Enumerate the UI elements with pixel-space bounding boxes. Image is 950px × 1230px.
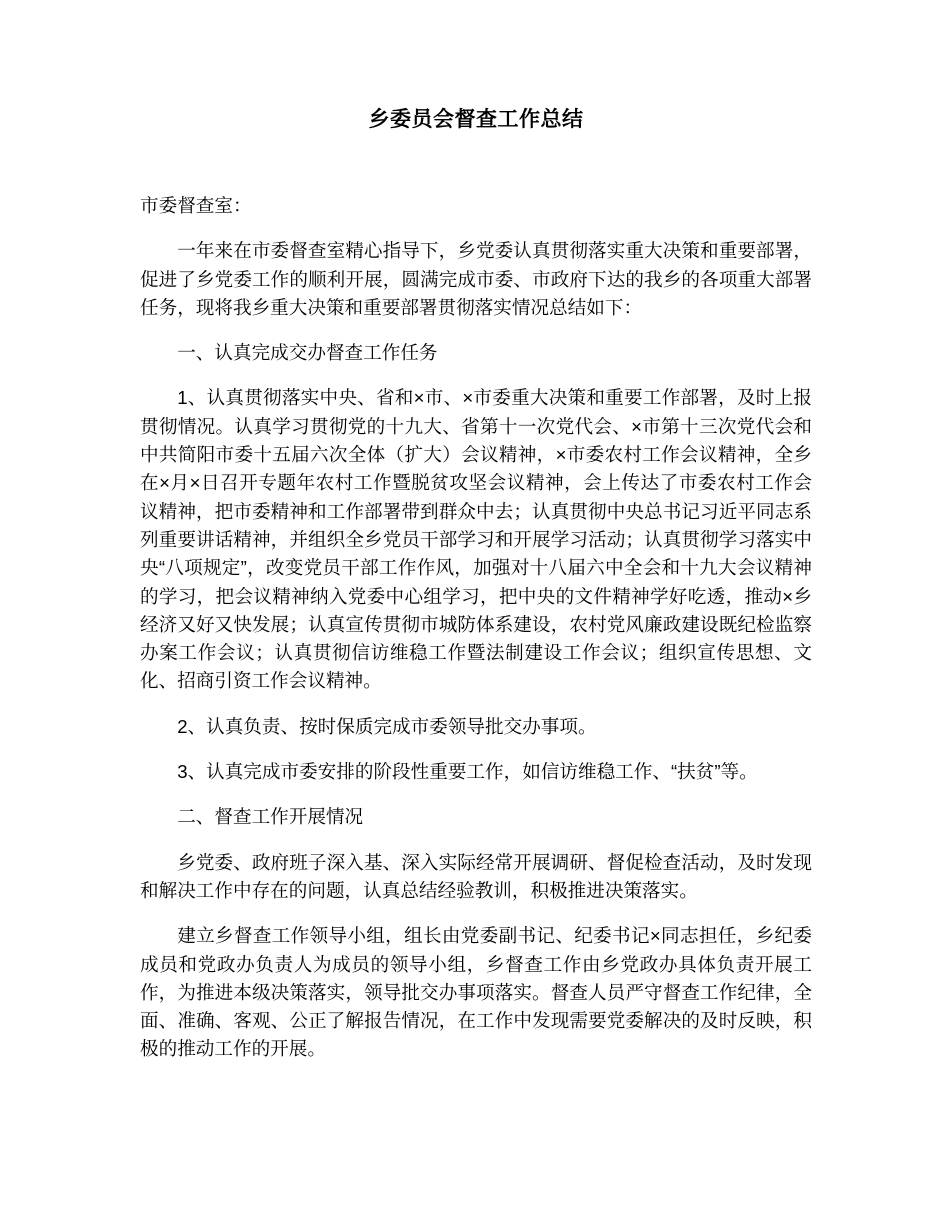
section1-item-2-paragraph: 2、认真负责、按时保质完成市委领导批交办事项。 <box>177 715 597 737</box>
section2-paragraph-1: 乡党委、政府班子深入基、深入实际经常开展调研、督促检查活动，及时发现和解决工作中存在的问题，认真总结经验教训，积极推进决策落实。 <box>140 851 812 901</box>
document-title: 乡委员会督查工作总结 <box>368 108 584 131</box>
section1-item-3-paragraph: 3、认真完成市委安排的阶段性重要工作，如信访维稳工作、“扶贫”等。 <box>177 761 758 783</box>
salutation-line: 市委督查室： <box>140 195 252 216</box>
section1-item-1-paragraph: 1、认真贯彻落实中央、省和×市、×市委重大决策和重要工作部署，及时上报贯彻情况。认真学习贯彻党的十九大、省第十一次党代会、×市第十三次党代会和中共简阳市委十五届六次全体（扩大）会议精神，×市委农村工作会议精神，全乡在×月×日召开专题年农村工作暨脱贫攻坚会议精神，会上传达了市委农村工作会议精神，把市委精神和工作部署带到群众中去；认真贯彻中央总书记习近平同志系列重要讲话精神，并组织全乡党员干部学习和开展学习活动；认真贯彻学习落实中央“八项规定”，改变党员干部工作作风，加强对十八届六中全会和十九大会议精神的学习，把会议精神纳入党委中心组学习，把中央的文件精神学好吃透，推动×乡经济又好又快发展；认真宣传贯彻市城防体系建设，农村党风廉政建设既纪检监察办案工作会议；认真贯彻信访维稳工作暨法制建设工作会议；组织宣传思想、文化、招商引资工作会议精神。 <box>140 387 812 692</box>
section-heading-2: 二、督查工作开展情况 <box>177 806 364 828</box>
section2-paragraph-2: 建立乡督查工作领导小组，组长由党委副书记、纪委书记×同志担任，乡纪委成员和党政办负责人为成员的领导小组，乡督查工作由乡党政办具体负责开展工作，为推进本级决策落实，领导批交办事项落实。督查人员严守督查工作纪律，全面、准确、客观、公正了解报告情况，在工作中发现需要党委解决的及时反映，积极的推动工作的开展。 <box>140 925 812 1060</box>
intro-paragraph: 一年来在市委督查室精心指导下，乡党委认真贯彻落实重大决策和重要部署，促进了乡党委工作的顺利开展，圆满完成市委、市政府下达的我乡的各项重大部署任务，现将我乡重大决策和重要部署贯彻落实情况总结如下： <box>140 240 812 318</box>
section-heading-1: 一、认真完成交办督查工作任务 <box>177 342 438 364</box>
